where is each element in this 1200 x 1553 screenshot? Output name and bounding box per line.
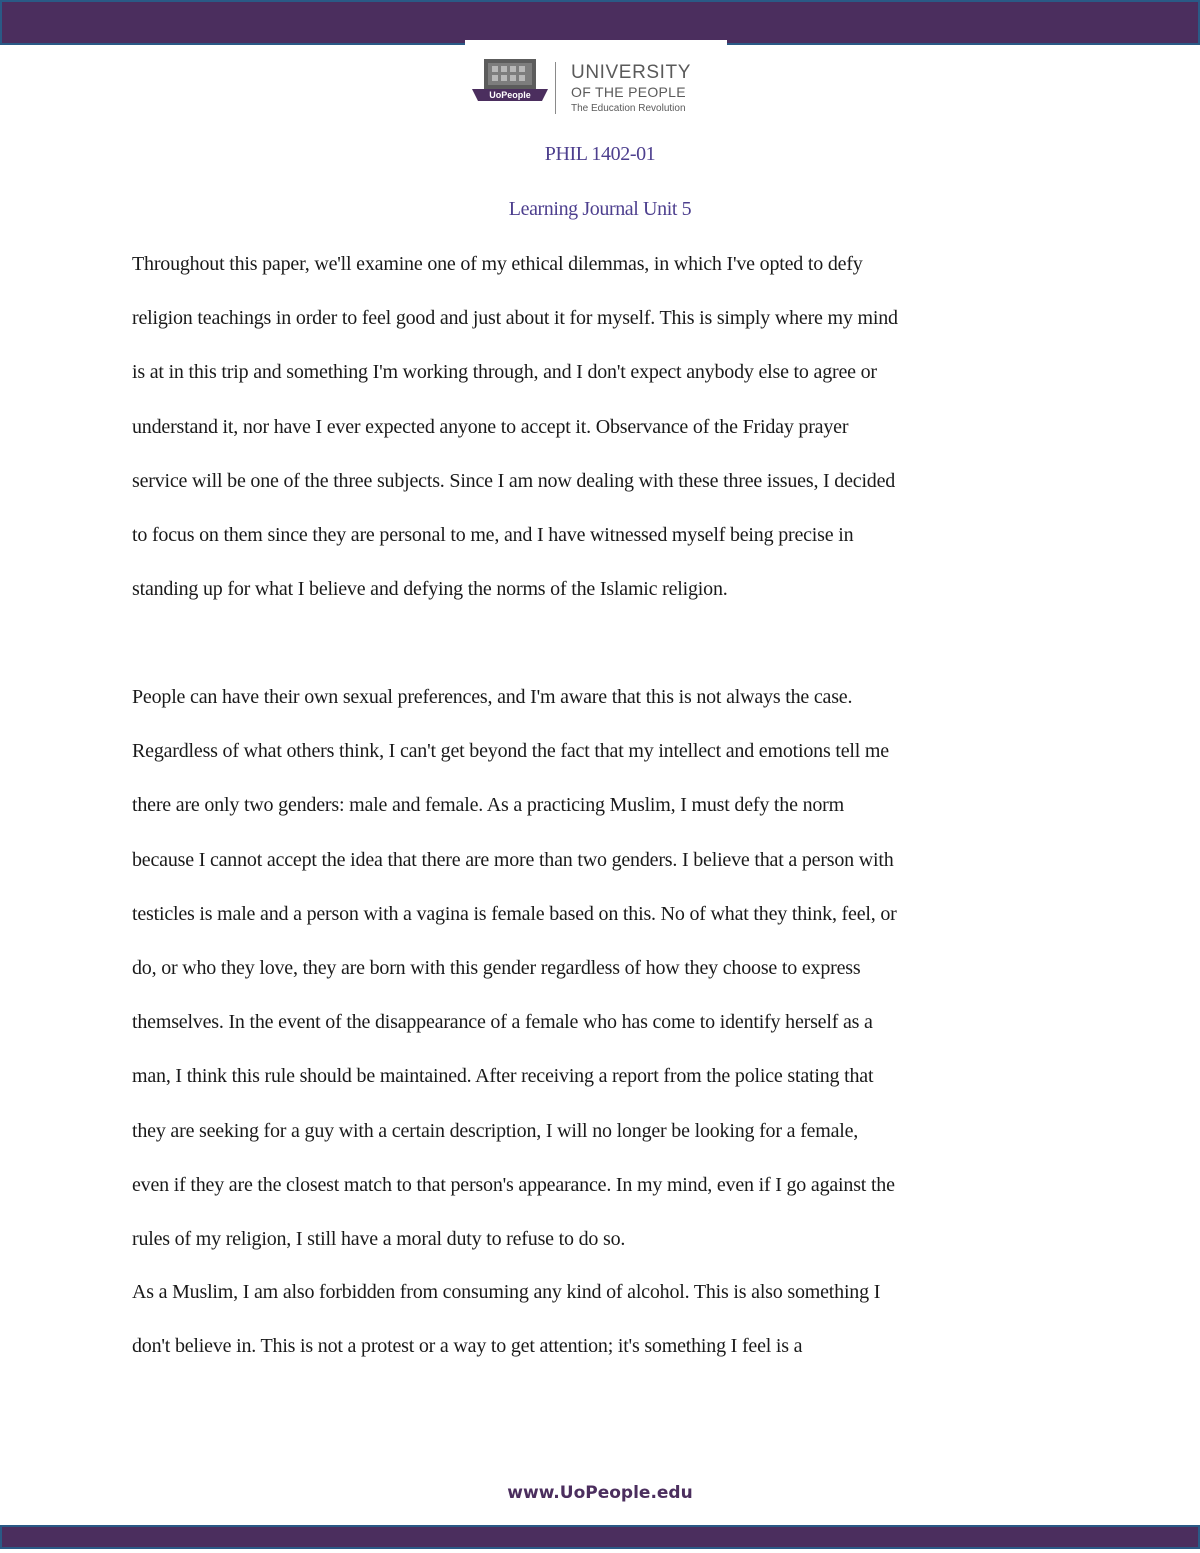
- uopeople-shield-emblem-icon: [470, 55, 550, 113]
- page-footer-bar: [0, 1525, 1200, 1549]
- text-line: they are seeking for a guy with a certain description, I will no longer be looking for a female,: [132, 1119, 859, 1142]
- text-line: Regardless of what others think, I can't get beyond the fact that my intellect and emotions tell me: [132, 740, 889, 763]
- text-line: As a Muslim, I am also forbidden from consuming any kind of alcohol. This is also something I: [132, 1281, 881, 1303]
- text-line: rules of my religion, I still have a moral duty to refuse to do so.: [132, 1228, 626, 1251]
- paragraph-intro: [132, 237, 1072, 616]
- text-line: do, or who they love, they are born with this gender regardless of how they choose to express: [132, 957, 861, 980]
- text-line: Throughout this paper, we'll examine one of my ethical dilemmas, in which I've opted to defy: [132, 253, 863, 275]
- text-line: don't believe in. This is not a protest or a way to get attention; it's something I feel is a: [132, 1335, 803, 1358]
- footer-website-link[interactable]: www.UoPeople.edu: [507, 1483, 693, 1503]
- logo-university-text: UNIVERSITY: [571, 62, 692, 83]
- text-line: standing up for what I believe and defying the norms of the Islamic religion.: [132, 578, 728, 601]
- text-line: to focus on them since they are personal to me, and I have witnessed myself being precise in: [132, 524, 854, 547]
- logo-emblem-text: UoPeople: [489, 90, 531, 100]
- paragraph-alcohol: [132, 1265, 1072, 1373]
- page-header-bar: [0, 0, 1200, 45]
- course-code: PHIL 1402-01: [544, 143, 656, 165]
- text-line: because I cannot accept the idea that there are more than two genders. I believe that a person with: [132, 848, 894, 871]
- text-line: themselves. In the event of the disappearance of a female who has come to identify herself as a: [132, 1011, 873, 1034]
- text-line: People can have their own sexual preferences, and I'm aware that this is not always the case.: [132, 686, 853, 708]
- text-line: religion teachings in order to feel good and just about it for myself. This is simply where my mind: [132, 307, 898, 330]
- logo-divider: [555, 62, 556, 114]
- document-title: Learning Journal Unit 5: [508, 198, 692, 220]
- text-line: there are only two genders: male and female. As a practicing Muslim, I must defy the norm: [132, 794, 844, 817]
- logo-tagline: The Education Revolution: [571, 103, 686, 114]
- text-line: is at in this trip and something I'm working through, and I don't expect anybody else to agree or: [132, 361, 877, 384]
- paragraph-gender: [132, 670, 1072, 1266]
- text-line: even if they are the closest match to that person's appearance. In my mind, even if I go against the: [132, 1173, 895, 1196]
- text-line: man, I think this rule should be maintained. After receiving a report from the police stating that: [132, 1065, 874, 1088]
- text-line: service will be one of the three subjects. Since I am now dealing with these three issues, I decided: [132, 469, 896, 492]
- logo-of-the-people-text: OF THE PEOPLE: [571, 84, 686, 100]
- text-line: testicles is male and a person with a vagina is female based on this. No of what they think, feel, or: [132, 902, 897, 925]
- text-line: understand it, nor have I ever expected anyone to accept it. Observance of the Friday prayer: [132, 415, 849, 438]
